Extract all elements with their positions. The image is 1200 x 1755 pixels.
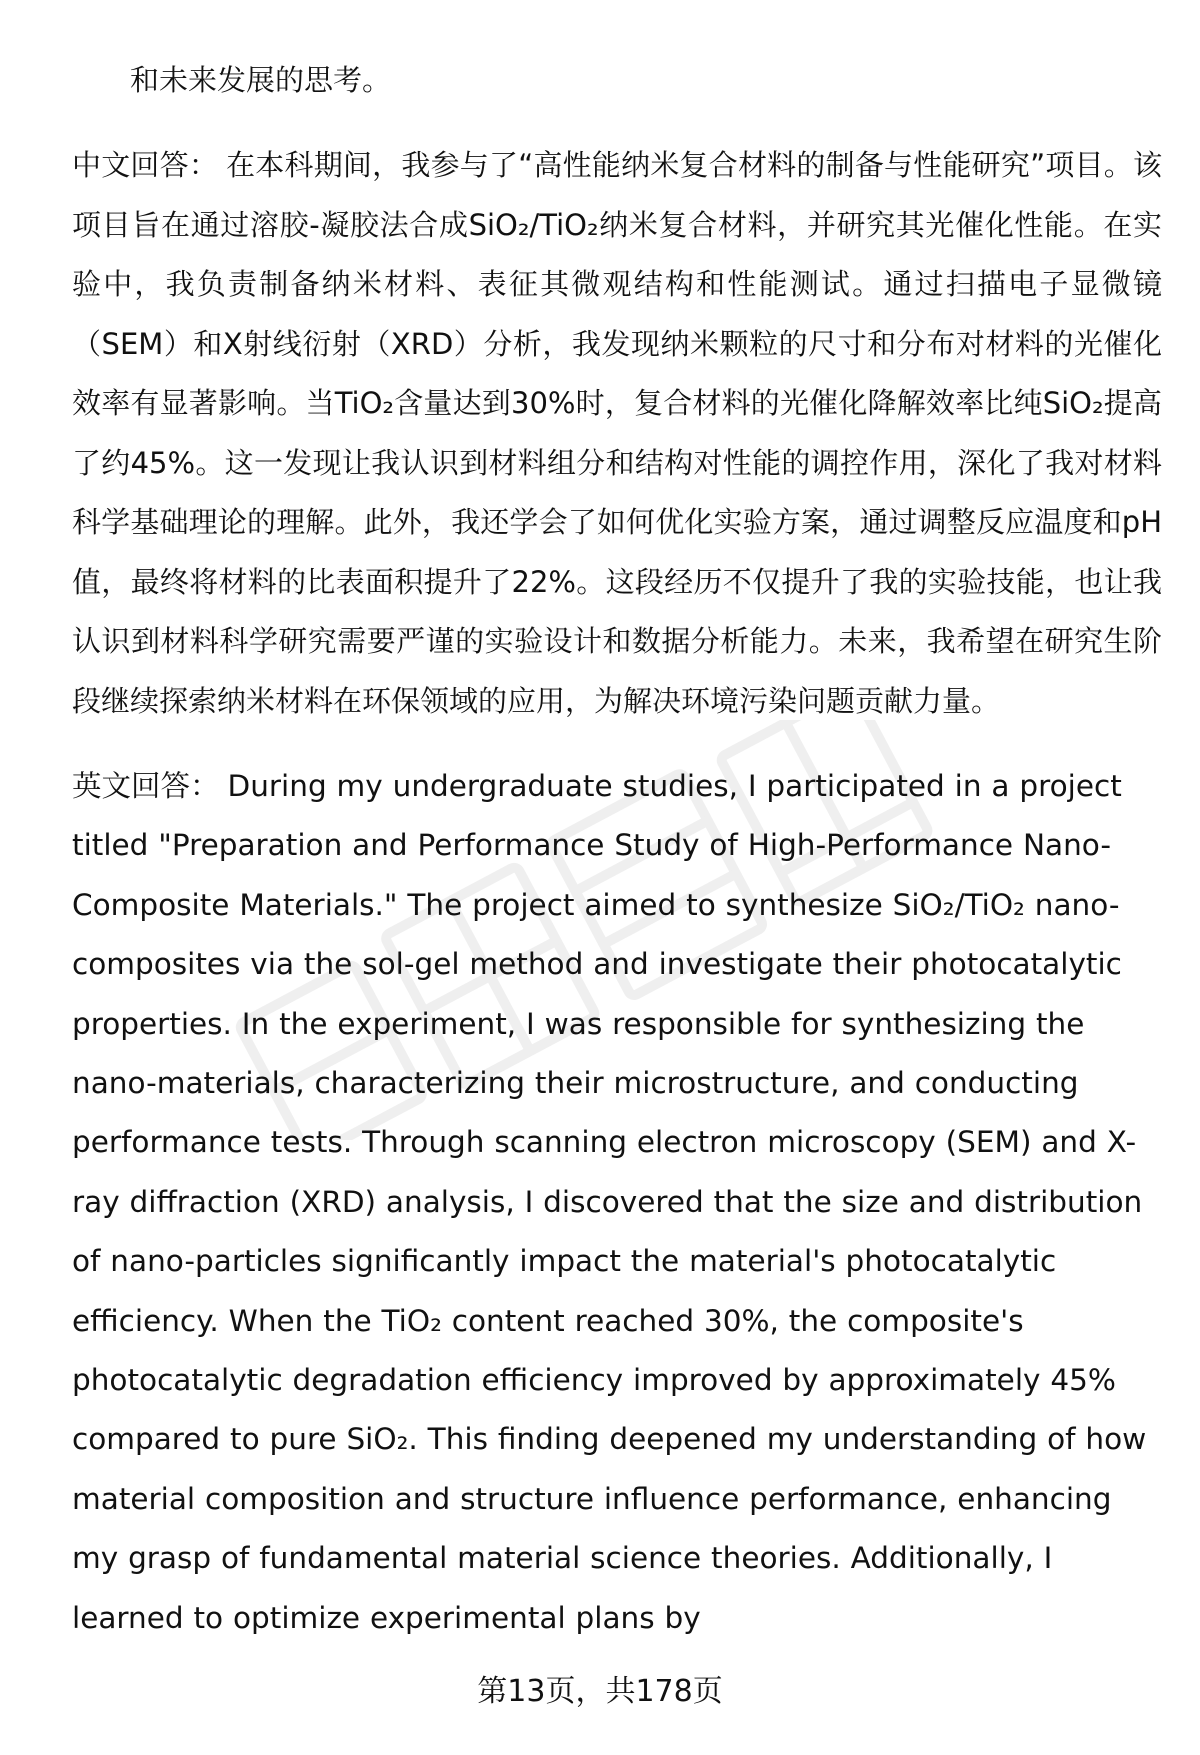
english-answer-paragraph xyxy=(72,757,1162,1648)
english-answer-text: During my undergraduate studies, I participated in a project titled "Preparation and Performance Study of High-Performance Nano-Composite Materials." The project aimed to synthesize SiO₂/TiO₂ nano-composites via the sol-gel method and investigate their photocatalytic properties. In the experiment, I was responsible for synthesizing the nano-materials, characterizing their microstructure, and conducting performance tests. Through scanning electron microscopy (SEM) and X-ray diffraction (XRD) analysis, I discovered that the size and distribution of nano-particles significantly impact the material's photocatalytic efficiency. When the TiO₂ content reached 30%, the composite's photocatalytic degradation efficiency improved by approximately 45% compared to pure SiO₂. This finding deepened my understanding of how material composition and structure influence performance, enhancing my grasp of fundamental material science theories. Additionally, I learned to optimize experimental plans by xyxy=(72,769,1147,1635)
english-answer-label: 英文回答： xyxy=(72,769,220,803)
chinese-answer-text: 在本科期间，我参与了“高性能纳米复合材料的制备与性能研究”项目。该项目旨在通过溶胶-凝胶法合成SiO₂/TiO₂纳米复合材料，并研究其光催化性能。在实验中，我负责制备纳米材料、表征其微观结构和性能测试。通过扫描电子显微镜（SEM）和X射线衍射（XRD）分析，我发现纳米颗粒的尺寸和分布对材料的光催化效率有显著影响。当TiO₂含量达到30%时，复合材料的光催化降解效率比纯SiO₂提高了约45%。这一发现让我认识到材料组分和结构对性能的调控作用，深化了我对材料科学基础理论的理解。此外，我还学会了如何优化实验方案，通过调整反应温度和pH值，最终将材料的比表面积提升了22%。这段经历不仅提升了我的实验技能，也让我认识到材料科学研究需要严谨的实验设计和数据分析能力。未来，我希望在研究生阶段继续探索纳米材料在环保领域的应用，为解决环境污染问题贡献力量。 xyxy=(72,148,1162,718)
page-number-footer: 第13页，共178页 xyxy=(477,1674,723,1709)
document-body xyxy=(72,50,1162,1648)
continuation-line: 和未来发展的思考。 xyxy=(130,63,392,97)
chinese-answer-label: 中文回答： xyxy=(72,148,219,182)
chinese-answer-paragraph xyxy=(72,136,1162,731)
